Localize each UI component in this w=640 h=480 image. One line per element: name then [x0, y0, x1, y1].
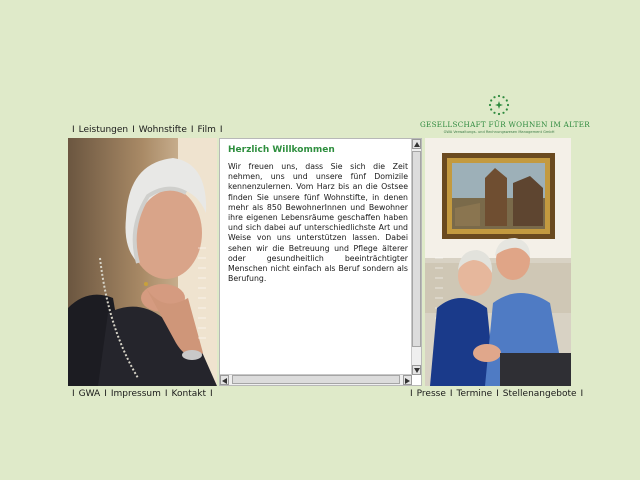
nav-separator: I	[580, 389, 584, 399]
logo-subtitle: GWA Verwaltungs- und Rechnungswesen Management GmbH	[443, 130, 555, 134]
scroll-right-button[interactable]	[403, 375, 412, 385]
nav-link-termine[interactable]: Termine	[456, 389, 493, 399]
top-navigation	[68, 125, 227, 135]
scroll-left-button[interactable]	[220, 375, 229, 385]
nav-separator: I	[72, 125, 75, 135]
welcome-title: Herzlich Willkommen	[228, 145, 335, 155]
photo-elderly-couple	[425, 138, 571, 386]
scroll-up-button[interactable]	[412, 139, 421, 149]
nav-separator: I	[72, 389, 75, 399]
nav-separator: I	[410, 389, 413, 399]
nav-separator: I	[449, 389, 453, 399]
nav-link-leistungen[interactable]: Leistungen	[78, 125, 129, 135]
nav-link-wohnstifte[interactable]: Wohnstifte	[138, 125, 187, 135]
arrow-down-icon	[414, 368, 420, 373]
gwa-logo[interactable]	[420, 94, 590, 134]
welcome-panel[interactable]	[219, 138, 422, 386]
nav-separator: I	[496, 389, 499, 399]
photo-elderly-woman	[68, 138, 217, 386]
nav-separator: I	[219, 125, 223, 135]
nav-separator: I	[210, 389, 213, 399]
nav-link-gwa[interactable]: GWA	[78, 389, 101, 399]
nav-separator: I	[164, 389, 168, 399]
footer-navigation-right	[406, 389, 587, 399]
logo-name: GESELLSCHAFT FÜR WOHNEN IM ALTER	[420, 120, 590, 129]
welcome-text: Wir freuen uns, dass Sie sich die Zeit nehmen, uns und unsere fünf Domizile kennenzulernen. Vom Harz bis an die Ostsee finden Sie unsere fünf Wohnstifte, in denen mehr als 850 BewohnerInnen und Bewohner ihre eigenen Lebensräume geschaffen haben und sich dabei auf unterschiedlichste Art und Weise von uns unterstützen lassen. Dabei sehen wir die Betreuung und Pflege älterer oder gesundheitlich beeinträchtigter Menschen nicht einfach als Beruf sondern als Berufung.	[228, 162, 408, 284]
nav-link-presse[interactable]: Presse	[416, 389, 446, 399]
footer-navigation-left	[68, 389, 217, 399]
horizontal-scroll-thumb[interactable]	[232, 375, 400, 384]
scroll-down-button[interactable]	[412, 365, 421, 375]
nav-link-kontakt[interactable]: Kontakt	[171, 389, 206, 399]
nav-link-impressum[interactable]: Impressum	[110, 389, 161, 399]
nav-separator: I	[190, 125, 194, 135]
horizontal-scrollbar[interactable]	[220, 374, 412, 385]
star-ring-icon	[488, 94, 510, 116]
arrow-left-icon	[222, 378, 227, 384]
arrow-right-icon	[405, 378, 410, 384]
nav-separator: I	[104, 389, 107, 399]
vertical-scrollbar[interactable]	[411, 139, 421, 375]
arrow-up-icon	[414, 142, 420, 147]
nav-link-stellenangebote[interactable]: Stellenangebote	[502, 389, 577, 399]
nav-separator: I	[132, 125, 135, 135]
vertical-scroll-thumb[interactable]	[412, 151, 421, 347]
nav-link-film[interactable]: Film	[197, 125, 216, 135]
